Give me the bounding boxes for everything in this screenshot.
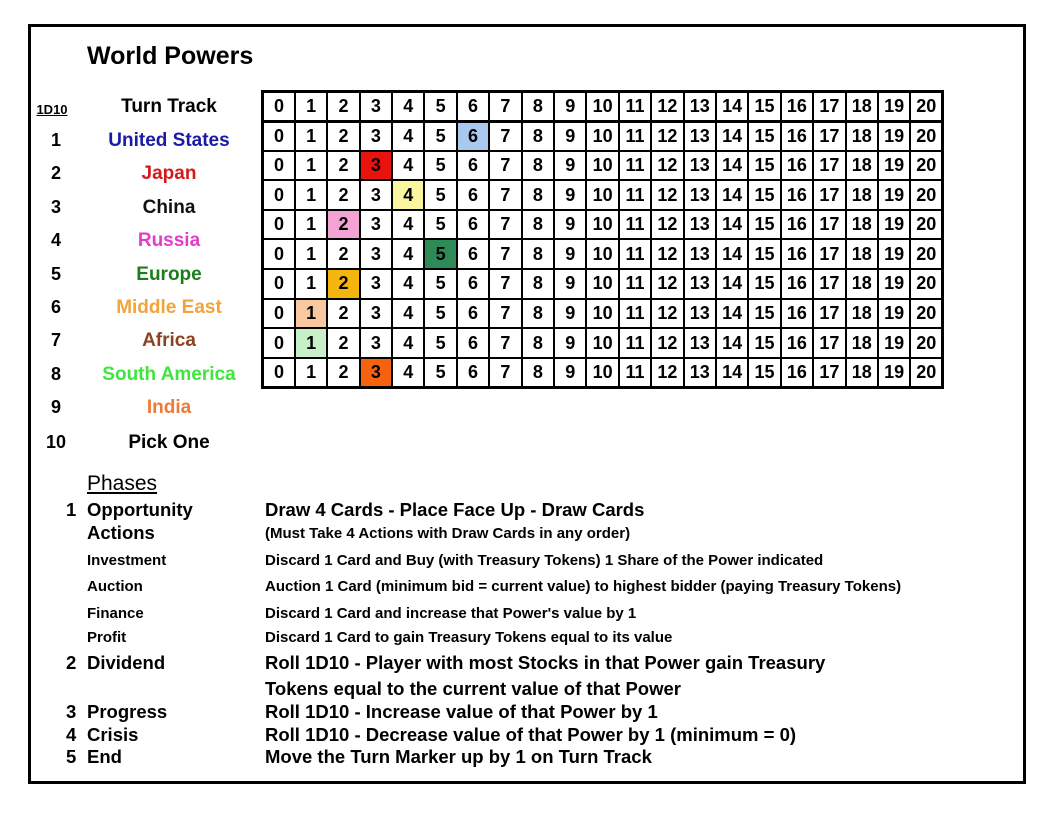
power-name-4: Russia xyxy=(137,230,201,252)
track-cell[interactable]: 6 xyxy=(457,239,489,269)
power-value-marker[interactable]: 1 xyxy=(295,299,327,329)
track-cell[interactable]: 16 xyxy=(781,269,813,299)
track-cell[interactable]: 4 xyxy=(392,269,424,299)
track-cell[interactable]: 12 xyxy=(651,299,683,329)
power-name-3: China xyxy=(142,196,196,218)
power-roll-1: 1 xyxy=(50,130,61,150)
track-cell[interactable]: 6 xyxy=(457,358,489,388)
turn-track-label: Turn Track xyxy=(121,96,217,117)
track-cell[interactable]: 13 xyxy=(684,239,716,269)
track-cell[interactable]: 9 xyxy=(554,210,586,240)
track-cell[interactable]: 12 xyxy=(651,269,683,299)
turn-track-cell[interactable]: 9 xyxy=(554,92,586,122)
track-cell[interactable]: 2 xyxy=(327,180,359,210)
track-cell[interactable]: 16 xyxy=(781,239,813,269)
track-cell[interactable]: 10 xyxy=(586,121,618,151)
turn-track-cell[interactable]: 20 xyxy=(910,92,942,122)
track-cell[interactable]: 12 xyxy=(651,210,683,240)
track-cell[interactable]: 2 xyxy=(327,299,359,329)
track-cell[interactable]: 15 xyxy=(748,210,780,240)
track-cell[interactable]: 12 xyxy=(651,358,683,388)
track-cell[interactable]: 18 xyxy=(846,239,878,269)
track-cell[interactable]: 16 xyxy=(781,299,813,329)
profit-label: Profit xyxy=(87,629,127,646)
power-roll-6: 6 xyxy=(50,297,61,317)
track-cell[interactable]: 20 xyxy=(910,180,942,210)
turn-track-cell[interactable]: 18 xyxy=(846,92,878,122)
track-cell[interactable]: 14 xyxy=(716,180,748,210)
track-cell[interactable]: 6 xyxy=(457,151,489,181)
turn-track-cell[interactable]: 0 xyxy=(263,92,295,122)
track-cell[interactable]: 18 xyxy=(846,299,878,329)
track-cell[interactable]: 19 xyxy=(878,358,910,388)
track-cell[interactable]: 4 xyxy=(392,210,424,240)
track-cell[interactable]: 10 xyxy=(586,269,618,299)
track-cell[interactable]: 5 xyxy=(424,210,456,240)
phase-2-desc-cont: Tokens equal to the current value of that Power xyxy=(265,678,681,699)
track-cell[interactable]: 15 xyxy=(748,299,780,329)
track-cell[interactable]: 0 xyxy=(263,210,295,240)
die-column-header: 1D10 xyxy=(36,102,68,117)
power-track-row xyxy=(263,121,943,151)
track-cell[interactable]: 8 xyxy=(522,269,554,299)
phase-5-desc: Move the Turn Marker up by 1 on Turn Track xyxy=(265,746,652,767)
track-cell[interactable]: 12 xyxy=(651,151,683,181)
track-cell[interactable]: 3 xyxy=(360,328,392,358)
power-value-marker[interactable]: 3 xyxy=(360,358,392,388)
power-name-1: United States xyxy=(108,130,230,151)
track-cell[interactable]: 14 xyxy=(716,210,748,240)
track-cell[interactable]: 10 xyxy=(586,151,618,181)
track-cell[interactable]: 10 xyxy=(586,239,618,269)
turn-track-cell[interactable]: 12 xyxy=(651,92,683,122)
power-track-row xyxy=(263,210,943,240)
track-cell[interactable]: 19 xyxy=(878,210,910,240)
track-cell[interactable]: 17 xyxy=(813,121,845,151)
auction-label: Auction xyxy=(87,578,143,595)
power-name-7: Africa xyxy=(142,330,196,352)
phase-3-desc: Roll 1D10 - Increase value of that Power by 1 xyxy=(265,701,658,722)
track-cell[interactable]: 15 xyxy=(748,239,780,269)
track-cell[interactable]: 19 xyxy=(878,269,910,299)
track-cell[interactable]: 15 xyxy=(748,358,780,388)
track-cell[interactable]: 9 xyxy=(554,121,586,151)
power-name-9: India xyxy=(146,397,192,419)
track-cell[interactable]: 7 xyxy=(489,121,521,151)
track-cell[interactable]: 13 xyxy=(684,180,716,210)
power-name-6: Middle East xyxy=(116,297,222,318)
track-cell[interactable]: 17 xyxy=(813,210,845,240)
track-cell[interactable]: 7 xyxy=(489,299,521,329)
track-cell[interactable]: 13 xyxy=(684,299,716,329)
track-cell[interactable]: 17 xyxy=(813,269,845,299)
phase-4-desc: Roll 1D10 - Decrease value of that Power by 1 (minimum = 0) xyxy=(265,724,797,745)
track-cell[interactable]: 10 xyxy=(586,210,618,240)
track-cell[interactable]: 9 xyxy=(554,151,586,181)
track-cell[interactable]: 1 xyxy=(295,210,327,240)
track-cell[interactable]: 20 xyxy=(910,239,942,269)
track-cell[interactable]: 3 xyxy=(360,210,392,240)
track-cell[interactable]: 4 xyxy=(392,358,424,388)
track-cell[interactable]: 15 xyxy=(748,151,780,181)
phase-5-number: 5 xyxy=(66,746,77,767)
track-cell[interactable]: 4 xyxy=(392,299,424,329)
track-cell[interactable]: 0 xyxy=(263,358,295,388)
track-cell[interactable]: 14 xyxy=(716,151,748,181)
track-cell[interactable]: 19 xyxy=(878,121,910,151)
track-cell[interactable]: 13 xyxy=(684,358,716,388)
track-cell[interactable]: 5 xyxy=(424,180,456,210)
phase-4-label: Crisis xyxy=(87,724,139,745)
phase-2-number: 2 xyxy=(66,652,77,673)
track-cell[interactable]: 0 xyxy=(263,239,295,269)
track-cell[interactable]: 6 xyxy=(457,328,489,358)
track-cell[interactable]: 15 xyxy=(748,180,780,210)
power-value-marker[interactable]: 4 xyxy=(392,180,424,210)
track-cell[interactable]: 12 xyxy=(651,121,683,151)
investment-desc: Discard 1 Card and Buy (with Treasury Tokens) 1 Share of the Power indicated xyxy=(265,552,824,569)
finance-label: Finance xyxy=(87,605,144,622)
turn-track-cell[interactable]: 19 xyxy=(878,92,910,122)
track-cell[interactable]: 19 xyxy=(878,239,910,269)
phase-4-number: 4 xyxy=(66,724,77,745)
turn-track-cell[interactable]: 8 xyxy=(522,92,554,122)
track-cell[interactable]: 0 xyxy=(263,328,295,358)
track-cell[interactable]: 17 xyxy=(813,358,845,388)
profit-desc: Discard 1 Card to gain Treasury Tokens equal to its value xyxy=(265,629,673,646)
track-cell[interactable]: 18 xyxy=(846,358,878,388)
track-cell[interactable]: 6 xyxy=(457,269,489,299)
actions-label: Actions xyxy=(87,522,155,543)
track-cell[interactable]: 19 xyxy=(878,180,910,210)
power-roll-9: 9 xyxy=(50,397,61,418)
track-cell[interactable]: 18 xyxy=(846,151,878,181)
turn-track-cell[interactable]: 7 xyxy=(489,92,521,122)
track-cell[interactable]: 14 xyxy=(716,121,748,151)
turn-track-cell[interactable]: 13 xyxy=(684,92,716,122)
phase-2-label: Dividend xyxy=(87,652,166,673)
track-cell[interactable]: 12 xyxy=(651,180,683,210)
phase-2-desc: Roll 1D10 - Player with most Stocks in that Power gain Treasury xyxy=(265,652,826,673)
track-cell[interactable]: 16 xyxy=(781,121,813,151)
power-track-row xyxy=(263,269,943,299)
track-cell[interactable]: 11 xyxy=(619,328,651,358)
track-cell[interactable]: 8 xyxy=(522,180,554,210)
track-cell[interactable]: 1 xyxy=(295,239,327,269)
power-value-marker[interactable]: 3 xyxy=(360,151,392,181)
track-cell[interactable]: 4 xyxy=(392,239,424,269)
track-cell[interactable]: 8 xyxy=(522,210,554,240)
track-cell[interactable]: 7 xyxy=(489,151,521,181)
track-cell[interactable]: 0 xyxy=(263,180,295,210)
track-cell[interactable]: 16 xyxy=(781,180,813,210)
track-cell[interactable]: 5 xyxy=(424,328,456,358)
track-cell[interactable]: 13 xyxy=(684,210,716,240)
turn-track-cell[interactable]: 4 xyxy=(392,92,424,122)
turn-track-cell[interactable]: 14 xyxy=(716,92,748,122)
track-cell[interactable]: 19 xyxy=(878,299,910,329)
track-cell[interactable]: 20 xyxy=(910,121,942,151)
turn-track-cell[interactable]: 15 xyxy=(748,92,780,122)
track-cell[interactable]: 14 xyxy=(716,299,748,329)
track-cell[interactable]: 7 xyxy=(489,269,521,299)
power-roll-7: 7 xyxy=(50,330,61,351)
phase-1-label: Opportunity xyxy=(87,499,193,520)
turn-track-cell[interactable]: 3 xyxy=(360,92,392,122)
track-cell[interactable]: 11 xyxy=(619,358,651,388)
track-cell[interactable]: 12 xyxy=(651,328,683,358)
track-cell[interactable]: 9 xyxy=(554,299,586,329)
track-cell[interactable]: 2 xyxy=(327,121,359,151)
turn-track-cell[interactable]: 10 xyxy=(586,92,618,122)
track-cell[interactable]: 8 xyxy=(522,358,554,388)
track-cell[interactable]: 6 xyxy=(457,299,489,329)
track-cell[interactable]: 20 xyxy=(910,210,942,240)
power-value-marker[interactable]: 6 xyxy=(457,121,489,151)
track-cell[interactable]: 0 xyxy=(263,269,295,299)
track-cell[interactable]: 8 xyxy=(522,299,554,329)
track-cell[interactable]: 20 xyxy=(910,269,942,299)
power-name-5: Europe xyxy=(136,263,202,285)
track-cell[interactable]: 15 xyxy=(748,269,780,299)
track-cell[interactable]: 20 xyxy=(910,328,942,358)
track-cell[interactable]: 19 xyxy=(878,151,910,181)
track-grid xyxy=(261,90,944,389)
finance-desc: Discard 1 Card and increase that Power's value by 1 xyxy=(265,605,637,622)
track-cell[interactable]: 11 xyxy=(619,210,651,240)
track-cell[interactable]: 10 xyxy=(586,180,618,210)
track-cell[interactable]: 7 xyxy=(489,328,521,358)
track-cell[interactable]: 15 xyxy=(748,121,780,151)
track-cell[interactable]: 13 xyxy=(684,121,716,151)
turn-track-cell[interactable]: 16 xyxy=(781,92,813,122)
phase-5-label: End xyxy=(87,746,122,767)
track-cell[interactable]: 18 xyxy=(846,121,878,151)
track-cell[interactable]: 3 xyxy=(360,121,392,151)
track-cell[interactable]: 17 xyxy=(813,180,845,210)
track-cell[interactable]: 2 xyxy=(327,328,359,358)
track-cell[interactable]: 18 xyxy=(846,180,878,210)
track-cell[interactable]: 20 xyxy=(910,299,942,329)
track-cell[interactable]: 7 xyxy=(489,358,521,388)
turn-track-cell[interactable]: 2 xyxy=(327,92,359,122)
track-cell[interactable]: 0 xyxy=(263,299,295,329)
actions-desc: (Must Take 4 Actions with Draw Cards in any order) xyxy=(265,525,631,542)
track-cell[interactable]: 0 xyxy=(263,121,295,151)
track-cell[interactable]: 9 xyxy=(554,239,586,269)
track-cell[interactable]: 14 xyxy=(716,239,748,269)
track-cell[interactable]: 2 xyxy=(327,358,359,388)
track-cell[interactable]: 17 xyxy=(813,151,845,181)
track-cell[interactable]: 3 xyxy=(360,239,392,269)
track-cell[interactable]: 8 xyxy=(522,151,554,181)
track-cell[interactable]: 4 xyxy=(392,328,424,358)
track-cell[interactable]: 1 xyxy=(295,358,327,388)
track-cell[interactable]: 1 xyxy=(295,269,327,299)
track-cell[interactable]: 5 xyxy=(424,121,456,151)
track-cell[interactable]: 17 xyxy=(813,239,845,269)
track-cell[interactable]: 9 xyxy=(554,269,586,299)
turn-track-cell[interactable]: 1 xyxy=(295,92,327,122)
power-roll-5: 5 xyxy=(50,263,61,284)
track-cell[interactable]: 10 xyxy=(586,328,618,358)
power-value-marker[interactable]: 1 xyxy=(295,328,327,358)
track-cell[interactable]: 4 xyxy=(392,151,424,181)
track-cell[interactable]: 11 xyxy=(619,121,651,151)
power-roll-4: 4 xyxy=(50,230,61,251)
phase-1-number: 1 xyxy=(66,499,77,520)
track-cell[interactable]: 10 xyxy=(586,358,618,388)
track-cell[interactable]: 16 xyxy=(781,358,813,388)
pick-one-label: Pick One xyxy=(128,432,210,453)
power-roll-8: 8 xyxy=(50,363,61,384)
track-cell[interactable]: 8 xyxy=(522,239,554,269)
track-cell[interactable]: 5 xyxy=(424,299,456,329)
pick-one-roll: 10 xyxy=(45,432,67,452)
track-cell[interactable]: 9 xyxy=(554,358,586,388)
track-cell[interactable]: 13 xyxy=(684,328,716,358)
track-cell[interactable]: 5 xyxy=(424,151,456,181)
track-cell[interactable]: 7 xyxy=(489,210,521,240)
phase-3-label: Progress xyxy=(87,701,168,722)
power-roll-3: 3 xyxy=(50,196,61,217)
investment-label: Investment xyxy=(87,552,167,569)
power-track-row xyxy=(263,151,943,181)
track-cell[interactable]: 10 xyxy=(586,299,618,329)
power-value-marker[interactable]: 2 xyxy=(327,269,359,299)
turn-track-cell[interactable]: 6 xyxy=(457,92,489,122)
track-cell[interactable]: 1 xyxy=(295,121,327,151)
track-cell[interactable]: 7 xyxy=(489,180,521,210)
turn-track-cell[interactable]: 5 xyxy=(424,92,456,122)
track-cell[interactable]: 11 xyxy=(619,151,651,181)
track-cell[interactable]: 3 xyxy=(360,269,392,299)
page-title: World Powers xyxy=(87,42,254,70)
track-cell[interactable]: 5 xyxy=(424,358,456,388)
power-track-row xyxy=(263,358,943,388)
track-cell[interactable]: 13 xyxy=(684,151,716,181)
track-cell[interactable]: 16 xyxy=(781,210,813,240)
phase-3-number: 3 xyxy=(66,701,77,722)
track-cell[interactable]: 9 xyxy=(554,328,586,358)
track-cell[interactable]: 13 xyxy=(684,269,716,299)
track-cell[interactable]: 2 xyxy=(327,239,359,269)
track-cell[interactable]: 18 xyxy=(846,269,878,299)
power-track-row xyxy=(263,299,943,329)
track-cell[interactable]: 0 xyxy=(263,151,295,181)
track-cell[interactable]: 17 xyxy=(813,328,845,358)
track-cell[interactable]: 14 xyxy=(716,269,748,299)
track-cell[interactable]: 11 xyxy=(619,299,651,329)
track-cell[interactable]: 17 xyxy=(813,299,845,329)
power-track-row xyxy=(263,239,943,269)
track-cell[interactable]: 3 xyxy=(360,180,392,210)
turn-track-cell[interactable]: 17 xyxy=(813,92,845,122)
phase-1-desc: Draw 4 Cards - Place Face Up - Draw Cards xyxy=(265,499,645,520)
track-cell[interactable]: 11 xyxy=(619,239,651,269)
track-cell[interactable]: 5 xyxy=(424,269,456,299)
track-cell[interactable]: 1 xyxy=(295,180,327,210)
track-cell[interactable]: 11 xyxy=(619,180,651,210)
track-cell[interactable]: 4 xyxy=(392,121,424,151)
power-track-row xyxy=(263,328,943,358)
track-cell[interactable]: 9 xyxy=(554,180,586,210)
power-name-8: South America xyxy=(102,363,236,385)
track-cell[interactable]: 12 xyxy=(651,239,683,269)
track-cell[interactable]: 1 xyxy=(295,151,327,181)
track-cell[interactable]: 7 xyxy=(489,239,521,269)
track-cell[interactable]: 11 xyxy=(619,269,651,299)
track-cell[interactable]: 16 xyxy=(781,151,813,181)
track-cell[interactable]: 18 xyxy=(846,210,878,240)
auction-desc: Auction 1 Card (minimum bid = current value) to highest bidder (paying Treasury Tokens) xyxy=(265,578,902,595)
phases-title: Phases xyxy=(87,472,158,495)
power-value-marker[interactable]: 2 xyxy=(327,210,359,240)
turn-track-cell[interactable]: 11 xyxy=(619,92,651,122)
track-cell[interactable]: 8 xyxy=(522,121,554,151)
track-cell[interactable]: 16 xyxy=(781,328,813,358)
track-cell[interactable]: 20 xyxy=(910,358,942,388)
power-track-row xyxy=(263,180,943,210)
power-name-2: Japan xyxy=(141,163,197,185)
track-cell[interactable]: 8 xyxy=(522,328,554,358)
track-cell[interactable]: 18 xyxy=(846,328,878,358)
track-cell[interactable]: 2 xyxy=(327,151,359,181)
track-cell[interactable]: 3 xyxy=(360,299,392,329)
track-cell[interactable]: 14 xyxy=(716,328,748,358)
turn-track-row xyxy=(263,92,943,122)
track-cell[interactable]: 19 xyxy=(878,328,910,358)
track-cell[interactable]: 14 xyxy=(716,358,748,388)
track-cell[interactable]: 6 xyxy=(457,180,489,210)
power-value-marker[interactable]: 5 xyxy=(424,239,456,269)
track-cell[interactable]: 6 xyxy=(457,210,489,240)
track-cell[interactable]: 15 xyxy=(748,328,780,358)
track-cell[interactable]: 20 xyxy=(910,151,942,181)
power-roll-2: 2 xyxy=(50,163,61,184)
